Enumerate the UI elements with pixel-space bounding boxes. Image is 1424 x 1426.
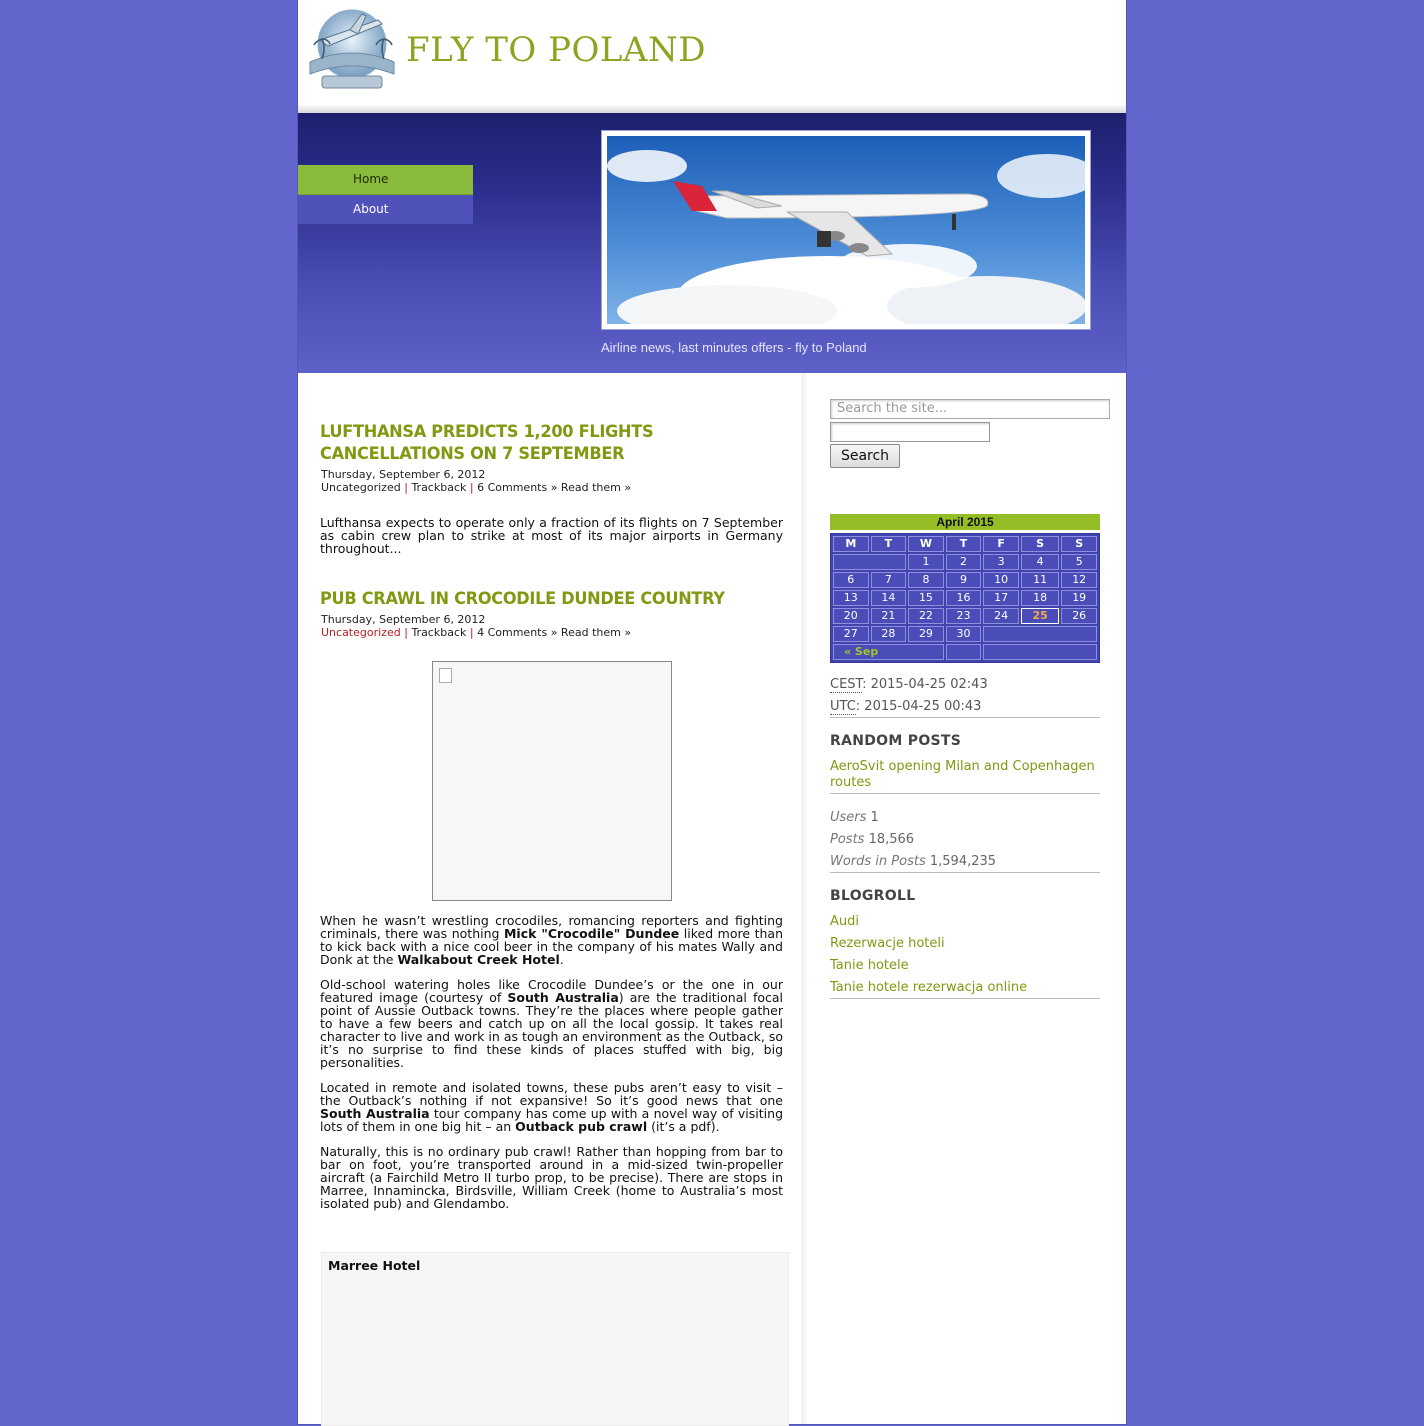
blogroll-link-tanie-hotele-online[interactable]: Tanie hotele rezerwacja online [830,980,1028,995]
nav-item-home[interactable]: Home [298,165,473,195]
calendar-day: 3 [983,554,1019,570]
page [298,0,1126,1424]
comments-link[interactable]: 6 Comments » Read them » [477,481,632,494]
column-divider [801,373,807,1424]
calendar-day: 23 [946,608,982,624]
calendar-day: 28 [871,626,907,642]
calendar-day-today: 25 [1021,608,1060,624]
broken-image-icon [439,668,452,683]
search-field[interactable] [830,422,990,442]
divider [830,717,1100,718]
stat-posts [830,832,914,847]
blogroll-link-audi[interactable]: Audi [830,914,859,929]
post-paragraph: Located in remote and isolated towns, these pubs aren’t easy to visit – the Outback’s nothing if not expansive! So it’s good news that one South Australia tour company has come up with a novel way of visiting lots of them in one big hit – an Outback pub crawl (it’s a pdf). [320,1080,783,1134]
post-date: Thursday, September 6, 2012 [321,468,486,481]
post-date: Thursday, September 6, 2012 [321,613,486,626]
calendar-day: 15 [908,590,944,606]
calendar-day: 4 [1021,554,1060,570]
separator: | [404,481,408,494]
cest-value: : 2015-04-25 02:43 [862,677,988,692]
divider [830,793,1100,794]
calendar-day: 5 [1061,554,1097,570]
airplane-in-sky-image [607,136,1085,324]
calendar-day: 29 [908,626,944,642]
post-category-link[interactable]: Uncategorized [321,626,401,639]
calendar-day: 2 [946,554,982,570]
calendar-day: 8 [908,572,944,588]
stat-label: Words in Posts [830,854,926,869]
post-title[interactable]: PUB CRAWL IN CROCODILE DUNDEE COUNTRY [320,589,725,609]
site-title[interactable]: FLY TO POLAND [406,30,706,70]
weekday-header: F [983,536,1019,552]
calendar-day: 24 [983,608,1019,624]
hero-image [601,130,1091,330]
stat-label: Posts [830,832,865,847]
calendar-day: 20 [833,608,869,624]
calendar-day: 21 [871,608,907,624]
post-category-link[interactable]: Uncategorized [321,481,401,494]
blogroll-heading: BLOGROLL [830,888,916,904]
separator: | [404,626,408,639]
calendar-day: 17 [983,590,1019,606]
map-embed[interactable] [321,1252,789,1426]
post-title[interactable]: LUFTHANSA PREDICTS 1,200 FLIGHTS CANCELLATIONS ON 7 SEPTEMBER [320,422,654,464]
calendar-day: 18 [1021,590,1060,606]
clock-cest [830,677,988,692]
site-tagline: Airline news, last minutes offers - fly to Poland [601,340,867,355]
post-body [320,914,783,1210]
calendar-day: 10 [983,572,1019,588]
blogroll-link-tanie-hotele[interactable]: Tanie hotele [830,958,909,973]
weekday-header: T [871,536,907,552]
outback-pub-crawl-link[interactable]: Outback pub crawl [515,1119,648,1134]
stat-label: Users [830,810,867,825]
post-body [320,516,783,555]
divider [830,872,1100,873]
header [298,0,1126,112]
calendar-day: 22 [908,608,944,624]
calendar-day: 12 [1061,572,1097,588]
comments-link[interactable]: 4 Comments » Read them » [477,626,632,639]
utc-label: UTC [830,699,856,714]
stat-words [830,854,996,869]
calendar-day: 19 [1061,590,1097,606]
calendar-next-empty [983,644,1097,660]
separator: | [469,481,474,494]
post-excerpt: Lufthansa expects to operate only a fraction of its flights on 7 September as cabin crew plan to strike at most of its major airports in Germany throughout... [320,515,783,556]
utc-value: : 2015-04-25 00:43 [855,699,982,714]
header-divider [298,104,1126,113]
calendar-day: 14 [871,590,907,606]
blogroll-link-rezerwacje[interactable]: Rezerwacje hoteli [830,936,945,951]
calendar-day: 30 [946,626,982,642]
calendar-pad [946,644,982,660]
weekday-header: T [946,536,982,552]
weekday-header: S [1021,536,1060,552]
banner [298,113,1126,373]
post-lufthansa [320,421,783,567]
post-pub-crawl-body [320,914,783,1222]
main-content [298,373,801,1424]
trackback-link[interactable]: Trackback [411,481,467,494]
nav-item-about[interactable]: About [298,195,473,225]
random-post-link[interactable]: AeroSvit opening Milan and Copenhagen routes [830,759,1095,790]
calendar-day: 27 [833,626,869,642]
calendar-caption: April 2015 [830,514,1100,530]
map-caption: Marree Hotel [328,1258,421,1273]
calendar-day: 6 [833,572,869,588]
clock-utc [830,699,981,714]
weekday-header: M [833,536,869,552]
trackback-link[interactable]: Trackback [411,626,467,639]
post-paragraph: When he wasn’t wrestling crocodiles, romancing reporters and fighting criminals, there was nothing Mick "Crocodile" Dundee liked more than to kick back with a nice cool beer in the company of his mates Wally and Donk at the Walkabout Creek Hotel. [320,913,783,967]
stat-users [830,810,879,825]
calendar-day-empty [983,626,1097,642]
post-meta [321,626,783,639]
weekday-header: W [908,536,944,552]
main-nav [298,165,473,225]
featured-image-placeholder [432,661,672,901]
search-input[interactable]: Search the site... [830,399,1110,419]
post-pub-crawl [320,588,783,639]
calendar-day: 26 [1061,608,1097,624]
cest-label: CEST [830,677,863,692]
calendar-day: 7 [871,572,907,588]
calendar-table [830,533,1100,663]
calendar-day-empty [833,554,906,570]
calendar [830,514,1100,663]
post-meta [321,481,783,494]
calendar-prev-month-link[interactable]: « Sep [833,644,944,660]
stat-value: 1,594,235 [929,854,997,869]
site-logo[interactable] [300,4,404,96]
calendar-day: 1 [908,554,944,570]
calendar-day: 13 [833,590,869,606]
separator: | [469,626,474,639]
calendar-day: 11 [1021,572,1060,588]
divider [830,998,1100,999]
calendar-day: 16 [946,590,982,606]
post-paragraph: Old-school watering holes like Crocodile Dundee’s or the one in our featured image (courtesy of South Australia) are the traditional focal point of Aussie Outback towns. They’re the places where people gather to have a few beers and catch up on all the local gossip. It takes real character to live and work in as tough an environment as the Outback, so it’s no surprise to find these kinds of places stuffed with big, big personalities. [320,977,783,1070]
post-paragraph: Naturally, this is no ordinary pub crawl! Rather than hopping from bar to bar on foot, you’re transported around in a mid-sized twin-propeller aircraft (a Fairchild Metro II turbo prop, to be precise). There are stops in Marree, Innamincka, Birdsville, William Creek (home to Australia’s most isolated pub) and Glendambo. [320,1144,783,1211]
random-posts-heading: RANDOM POSTS [830,733,962,749]
search-button[interactable]: Search [830,444,900,468]
stat-value: 18,566 [868,832,915,847]
weekday-header: S [1061,536,1097,552]
stat-value: 1 [870,810,879,825]
calendar-day: 9 [946,572,982,588]
